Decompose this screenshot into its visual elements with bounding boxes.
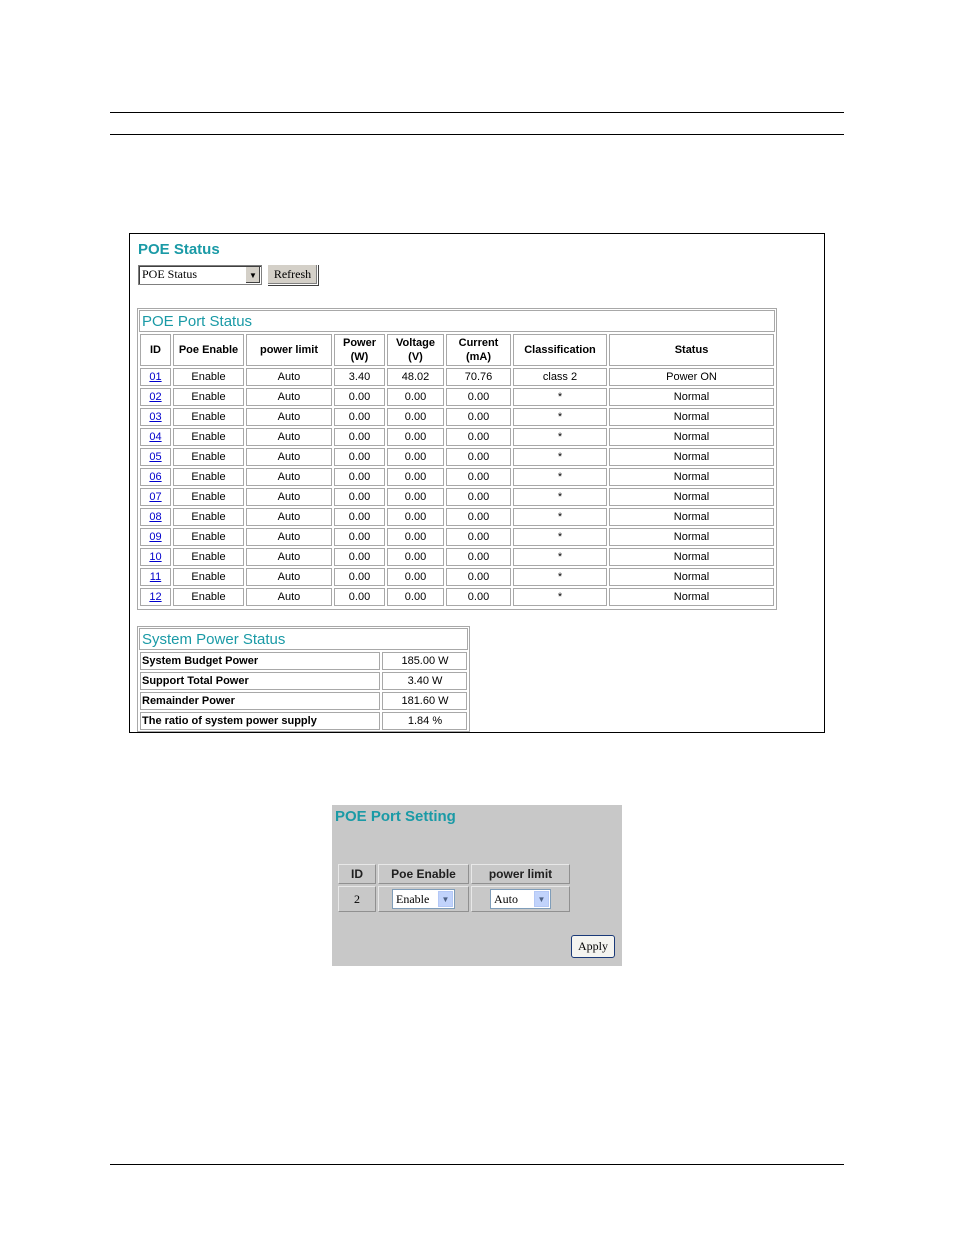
port-id-cell <box>140 468 171 486</box>
poe-enable-cell: Enable <box>173 428 244 446</box>
header-status: Status <box>609 334 774 366</box>
port-id-cell <box>140 568 171 586</box>
current-ma-cell: 0.00 <box>446 448 511 466</box>
current-ma-cell: 0.00 <box>446 428 511 446</box>
voltage-v-cell: 0.00 <box>387 548 444 566</box>
classification-cell: * <box>513 508 607 526</box>
poe-enable-cell: Enable <box>173 508 244 526</box>
table-row <box>140 588 774 606</box>
classification-cell: * <box>513 588 607 606</box>
poe-enable-cell: Enable <box>173 448 244 466</box>
poe-enable-cell: Enable <box>173 528 244 546</box>
voltage-v-cell: 0.00 <box>387 428 444 446</box>
power-limit-cell: Auto <box>246 368 332 386</box>
power-w-cell: 0.00 <box>334 588 385 606</box>
current-ma-cell: 70.76 <box>446 368 511 386</box>
power-w-cell: 0.00 <box>334 528 385 546</box>
poe-enable-cell: Enable <box>173 588 244 606</box>
power-limit-select[interactable] <box>490 889 551 909</box>
current-ma-cell: 0.00 <box>446 468 511 486</box>
header-poe-enable: Poe Enable <box>173 334 244 366</box>
system-power-value: 1.84 % <box>382 712 467 730</box>
table-row <box>140 448 774 466</box>
power-limit-cell: Auto <box>246 548 332 566</box>
power-w-cell: 0.00 <box>334 428 385 446</box>
voltage-v-cell: 48.02 <box>387 368 444 386</box>
port-id-link[interactable]: 09 <box>149 531 162 543</box>
power-w-cell: 0.00 <box>334 548 385 566</box>
system-power-label: System Budget Power <box>140 652 380 670</box>
port-id-link[interactable]: 05 <box>149 451 162 463</box>
port-id-link[interactable]: 02 <box>149 391 162 403</box>
table-row <box>140 508 774 526</box>
status-cell: Normal <box>609 548 774 566</box>
header-id: ID <box>338 864 376 884</box>
port-id-cell <box>140 508 171 526</box>
current-ma-cell: 0.00 <box>446 568 511 586</box>
poe-enable-cell: Enable <box>173 568 244 586</box>
status-cell: Normal <box>609 568 774 586</box>
port-id-cell <box>140 528 171 546</box>
power-w-cell: 0.00 <box>334 568 385 586</box>
system-power-value: 3.40 W <box>382 672 467 690</box>
power-limit-cell: Auto <box>246 508 332 526</box>
power-w-cell: 0.00 <box>334 508 385 526</box>
port-id-cell <box>140 388 171 406</box>
system-power-title: System Power Status <box>139 628 468 650</box>
table-row <box>140 388 774 406</box>
poe-enable-cell: Enable <box>173 388 244 406</box>
port-setting-table <box>336 862 572 914</box>
view-select-value: POE Status <box>142 267 198 281</box>
system-power-frame <box>137 626 470 732</box>
system-power-label: Remainder Power <box>140 692 380 710</box>
chevron-down-icon: ▼ <box>245 267 260 283</box>
table-row <box>140 548 774 566</box>
port-id-link[interactable]: 11 <box>149 571 162 583</box>
classification-cell: * <box>513 488 607 506</box>
poe-enable-cell: Enable <box>173 368 244 386</box>
port-id-link[interactable]: 03 <box>149 411 162 423</box>
refresh-button[interactable]: Refresh <box>267 264 318 285</box>
port-id-link[interactable]: 08 <box>149 511 162 523</box>
voltage-v-cell: 0.00 <box>387 448 444 466</box>
voltage-v-cell: 0.00 <box>387 588 444 606</box>
current-ma-cell: 0.00 <box>446 588 511 606</box>
status-cell: Normal <box>609 488 774 506</box>
current-ma-cell: 0.00 <box>446 388 511 406</box>
port-status-frame <box>137 308 777 610</box>
table-row <box>140 488 774 506</box>
voltage-v-cell: 0.00 <box>387 488 444 506</box>
table-row <box>140 428 774 446</box>
table-row <box>140 672 467 690</box>
status-cell: Normal <box>609 468 774 486</box>
power-w-cell: 0.00 <box>334 448 385 466</box>
table-row <box>140 652 467 670</box>
apply-button[interactable]: Apply <box>571 935 615 958</box>
header-poe-enable: Poe Enable <box>378 864 469 884</box>
poe-enable-cell: Enable <box>173 408 244 426</box>
status-cell: Normal <box>609 448 774 466</box>
classification-cell: * <box>513 568 607 586</box>
voltage-v-cell: 0.00 <box>387 468 444 486</box>
classification-cell: * <box>513 388 607 406</box>
header-power-limit: power limit <box>246 334 332 366</box>
port-id-cell <box>140 588 171 606</box>
power-w-cell: 0.00 <box>334 468 385 486</box>
port-id-cell <box>140 548 171 566</box>
classification-cell: * <box>513 528 607 546</box>
power-w-cell: 0.00 <box>334 388 385 406</box>
power-limit-cell: Auto <box>246 428 332 446</box>
current-ma-cell: 0.00 <box>446 488 511 506</box>
port-id-cell <box>140 408 171 426</box>
top-rule-2 <box>110 134 844 135</box>
classification-cell: * <box>513 448 607 466</box>
power-w-cell: 0.00 <box>334 488 385 506</box>
poe-status-panel <box>129 233 825 733</box>
classification-cell: * <box>513 548 607 566</box>
header-id: ID <box>140 334 171 366</box>
voltage-v-cell: 0.00 <box>387 388 444 406</box>
chevron-down-icon: ▼ <box>438 891 453 907</box>
top-rule-1 <box>110 112 844 113</box>
voltage-v-cell: 0.00 <box>387 528 444 546</box>
table-row <box>140 692 467 710</box>
chevron-down-icon: ▼ <box>534 891 549 907</box>
voltage-v-cell: 0.00 <box>387 508 444 526</box>
poe-enable-cell: Enable <box>173 488 244 506</box>
status-cell: Normal <box>609 528 774 546</box>
table-row <box>140 468 774 486</box>
classification-cell: * <box>513 468 607 486</box>
current-ma-cell: 0.00 <box>446 508 511 526</box>
port-id-cell <box>140 368 171 386</box>
status-cell: Normal <box>609 408 774 426</box>
current-ma-cell: 0.00 <box>446 548 511 566</box>
poe-enable-cell: Enable <box>173 548 244 566</box>
status-cell: Normal <box>609 388 774 406</box>
view-select[interactable] <box>138 265 262 285</box>
power-limit-cell: Auto <box>246 568 332 586</box>
panel-title: POE Status <box>138 241 220 258</box>
poe-enable-value: Enable <box>396 892 430 906</box>
poe-enable-select[interactable] <box>392 889 455 909</box>
power-limit-cell: Auto <box>246 588 332 606</box>
system-power-label: The ratio of system power supply <box>140 712 380 730</box>
classification-cell: class 2 <box>513 368 607 386</box>
power-limit-cell: Auto <box>246 528 332 546</box>
poe-enable-cell <box>378 886 469 912</box>
header-current: Current (mA) <box>446 334 511 366</box>
table-row <box>140 368 774 386</box>
port-id-cell <box>140 488 171 506</box>
power-limit-cell: Auto <box>246 468 332 486</box>
port-id-link[interactable]: 04 <box>149 431 162 443</box>
system-power-table <box>138 650 469 732</box>
power-w-cell: 0.00 <box>334 408 385 426</box>
power-limit-value: Auto <box>494 892 518 906</box>
port-id-link[interactable]: 07 <box>149 491 162 503</box>
header-power-limit: power limit <box>471 864 570 884</box>
port-id-cell <box>140 448 171 466</box>
header-power: Power (W) <box>334 334 385 366</box>
power-limit-cell: Auto <box>246 388 332 406</box>
table-row <box>140 528 774 546</box>
power-limit-cell <box>471 886 570 912</box>
system-power-value: 181.60 W <box>382 692 467 710</box>
current-ma-cell: 0.00 <box>446 528 511 546</box>
table-row <box>140 568 774 586</box>
classification-cell: * <box>513 428 607 446</box>
port-id-link[interactable]: 12 <box>149 591 162 603</box>
power-w-cell: 3.40 <box>334 368 385 386</box>
port-id-link[interactable]: 06 <box>149 471 162 483</box>
header-voltage: Voltage (V) <box>387 334 444 366</box>
voltage-v-cell: 0.00 <box>387 568 444 586</box>
status-cell: Normal <box>609 508 774 526</box>
status-cell: Normal <box>609 588 774 606</box>
table-row <box>140 408 774 426</box>
system-power-value: 185.00 W <box>382 652 467 670</box>
port-id-link[interactable]: 01 <box>149 371 162 383</box>
poe-enable-cell: Enable <box>173 468 244 486</box>
system-power-label: Support Total Power <box>140 672 380 690</box>
port-status-table <box>138 332 776 608</box>
classification-cell: * <box>513 408 607 426</box>
port-status-title: POE Port Status <box>139 310 775 332</box>
port-id-link[interactable]: 10 <box>149 551 162 563</box>
voltage-v-cell: 0.00 <box>387 408 444 426</box>
power-limit-cell: Auto <box>246 408 332 426</box>
bottom-rule <box>110 1164 844 1165</box>
status-cell: Power ON <box>609 368 774 386</box>
current-ma-cell: 0.00 <box>446 408 511 426</box>
header-classification: Classification <box>513 334 607 366</box>
port-id-cell <box>140 428 171 446</box>
port-setting-title: POE Port Setting <box>335 808 456 825</box>
power-limit-cell: Auto <box>246 488 332 506</box>
port-id-value: 2 <box>338 886 376 912</box>
power-limit-cell: Auto <box>246 448 332 466</box>
table-row <box>140 712 467 730</box>
status-cell: Normal <box>609 428 774 446</box>
